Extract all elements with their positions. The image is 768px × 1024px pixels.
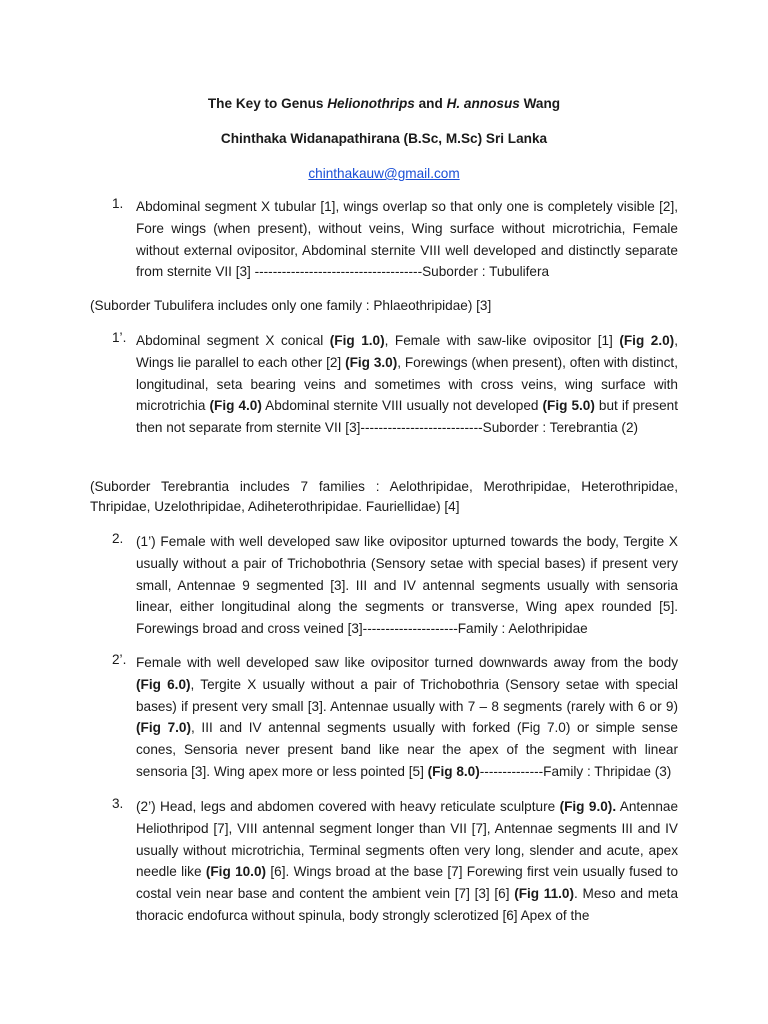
genus-name: Helionothrips	[327, 96, 415, 111]
species-name: H. annosus	[446, 96, 520, 111]
item-number: 1.	[112, 196, 124, 211]
item-number: 2.	[112, 531, 124, 546]
document-title: The Key to Genus Helionothrips and H. annosus Wang	[207, 96, 561, 111]
fig-ref: (Fig 5.0)	[542, 398, 595, 414]
fig-ref: (Fig 8.0)	[427, 763, 480, 779]
fig-ref: (Fig 7.0)	[136, 720, 191, 736]
fig-ref: (Fig 3.0)	[345, 354, 398, 370]
item-number: 3.	[112, 796, 124, 811]
item-text: Abdominal segment X conical (Fig 1.0), Female with saw-like ovipositor [1] (Fig 2.0), Wings lie parallel to each other [2] (Fig 3.0), Forewings (when present), often with distinct, longitudinal, seta bearing veins and sometimes with cross veins, wing surface with microtrichia (Fig 4.0) Abdominal sternite VIII usually not developed (Fig 5.0) but if present then not separate from sternite VII [3]---------------------------Suborder : Terebrantia (2)	[136, 333, 678, 436]
fig-ref: (Fig 11.0)	[514, 886, 575, 902]
item-number: 1’.	[112, 330, 127, 345]
email-link[interactable]: chinthakauw@gmail.com	[308, 166, 460, 181]
fig-ref: (Fig 1.0)	[329, 333, 385, 348]
fig-ref: (Fig 2.0)	[619, 333, 675, 348]
item-text: (2’) Head, legs and abdomen covered with heavy reticulate sculpture (Fig 9.0). Antennae Heliothripod [7], VIII antennal segment longer than VII [7], Antennae segments III and IV usually without microtrichia, Terminal segments often very long, slender and acute, apex needle like (Fig 10.0) [6]. Wings broad at the base [7] Forewing first vein usually fused to costal vein near base and content the ambient vein [7] [3] [6] (Fig 11.0). Meso and meta thoracic endofurca without spinula, body strongly sclerotized [6] Apex of the	[136, 799, 679, 923]
fig-ref: (Fig 4.0)	[209, 398, 262, 414]
item-text: Abdominal segment X tubular [1], wings overlap so that only one is completely visible [2], Fore wings (when present), without veins, Wing surface without microtrichia, Female without external ovipositor, Abdominal sternite VIII well developed and distinctly separate from sternite VII [3] -------------------------------------Suborder : Tubulifera	[136, 199, 678, 280]
author-line: Chinthaka Widanapathirana (B.Sc, M.Sc) Sri Lanka	[220, 131, 548, 146]
note-terebrantia: (Suborder Terebrantia includes 7 families : Aelothripidae, Merothripidae, Heterothripidae, Thripidae, Uzelothripidae, Adiheterothripidae. Fauriellidae) [4]	[90, 479, 678, 514]
item-number: 2’.	[112, 652, 127, 667]
fig-ref: (Fig 9.0).	[559, 799, 617, 814]
fig-ref: (Fig 10.0)	[205, 864, 267, 880]
fig-ref: (Fig 6.0)	[136, 676, 191, 692]
item-text: (1’) Female with well developed saw like ovipositor upturned towards the body, Tergite X usually without a pair of Trichobothria (Sensory setae with special bases) if present very small, Antennae 9 segmented [3]. III and IV antennal segments usually with sensoria linear, either longitudinal along the segments or transverse, Wing apex rounded [5]. Forewings broad and cross veined [3]---------------------Family : Aelothripidae	[136, 534, 678, 637]
item-text: Female with well developed saw like ovipositor turned downwards away from the body (Fig 6.0), Tergite X usually without a pair of Trichobothria (Sensory setae with special bases) if present very small [3]. Antennae usually with 7 – 8 segments (rarely with 6 or 9) (Fig 7.0), III and IV antennal segments usually with forked (Fig 7.0) or simple sense cones, Sensoria never present band like near the apex of the segment with linear sensoria [3]. Wing apex more or less pointed [5] (Fig 8.0)--------------Family : Thripidae (3)	[136, 655, 678, 779]
note-tubulifera: (Suborder Tubulifera includes only one family : Phlaeothripidae) [3]	[90, 298, 492, 313]
